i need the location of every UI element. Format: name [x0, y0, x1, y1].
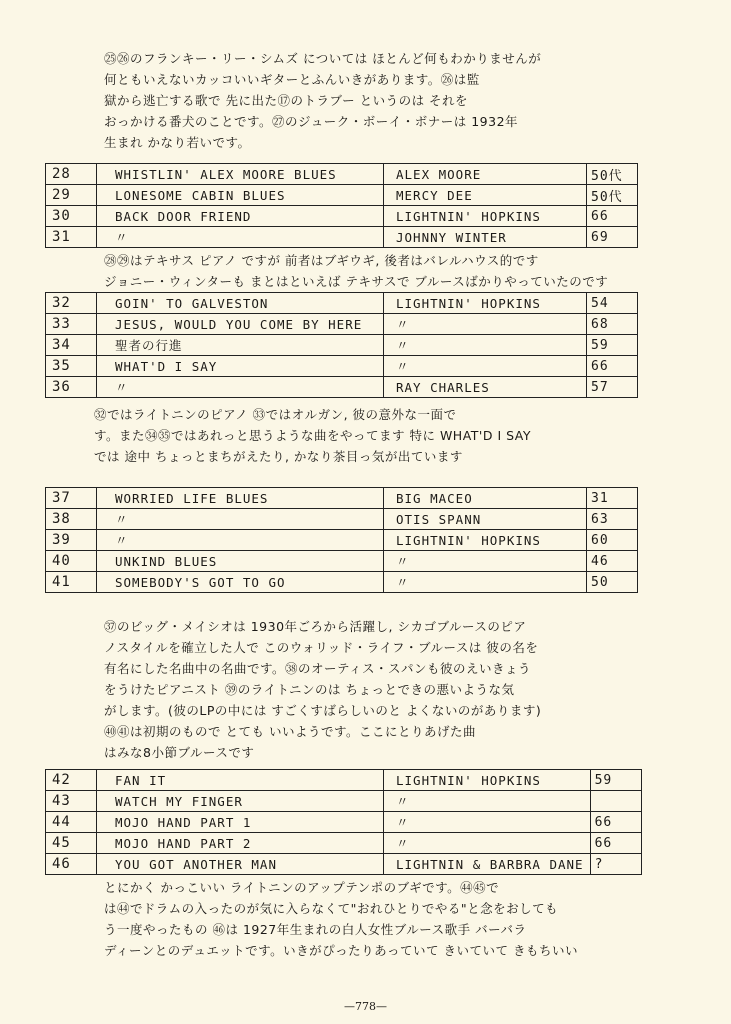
- song-row: [46, 572, 638, 593]
- artist-name: 〃: [384, 572, 587, 593]
- note-line: ジョニー・ウィンターも まとはといえば テキサスで ブルースばかりやっていたのです: [104, 274, 609, 289]
- artist-name: 〃: [384, 356, 587, 377]
- recording-year: 66: [587, 206, 638, 227]
- recording-year: 54: [587, 293, 638, 314]
- song-title: GOIN' TO GALVESTON: [97, 293, 384, 314]
- artist-name: LIGHTNIN & BARBRA DANE: [384, 854, 591, 875]
- track-number: 34: [46, 335, 97, 356]
- song-title: 〃: [97, 227, 384, 248]
- song-title: 〃: [97, 509, 384, 530]
- recording-year: 63: [587, 509, 638, 530]
- artist-name: BIG MACEO: [384, 488, 587, 509]
- song-title: SOMEBODY'S GOT TO GO: [97, 572, 384, 593]
- note-line: ㉘㉙はテキサス ピアノ ですが 前者はブギウギ, 後者はバレルハウス的です: [104, 253, 539, 268]
- track-number: 31: [46, 227, 97, 248]
- note-line: 生まれ かなり若いです。: [104, 135, 251, 150]
- note-line: では 途中 ちょっとまちがえたり, かなり茶目っ気が出ています: [94, 449, 463, 464]
- note-line: がします。(彼のLPの中には すごくすばらしいのと よくないのがあります): [104, 703, 542, 718]
- track-number: 42: [46, 770, 97, 791]
- artist-name: 〃: [384, 833, 591, 854]
- song-table-3: [45, 487, 638, 593]
- artist-name: 〃: [384, 335, 587, 356]
- recording-year: 68: [587, 314, 638, 335]
- song-row: [46, 833, 642, 854]
- song-row: [46, 335, 638, 356]
- note-line: とにかく かっこいい ライトニンのアップテンポのブギです。㊹㊺で: [104, 880, 500, 895]
- song-table-1: [45, 163, 638, 248]
- song-row: [46, 791, 642, 812]
- artist-name: 〃: [384, 791, 591, 812]
- track-number: 40: [46, 551, 97, 572]
- note-line: ディーンとのデュエットです。いきがぴったりあっていて きいていて きもちいい: [104, 943, 578, 958]
- song-title: WORRIED LIFE BLUES: [97, 488, 384, 509]
- recording-year: 69: [587, 227, 638, 248]
- note-line: ㉜ではライトニンのピアノ ㉝ではオルガン, 彼の意外な一面で: [94, 407, 457, 422]
- song-title: UNKIND BLUES: [97, 551, 384, 572]
- song-title: WHAT'D I SAY: [97, 356, 384, 377]
- song-title: WATCH MY FINGER: [97, 791, 384, 812]
- song-row: [46, 488, 638, 509]
- recording-year: 60: [587, 530, 638, 551]
- track-number: 41: [46, 572, 97, 593]
- note-paragraph-3: [94, 404, 694, 467]
- song-row: [46, 812, 642, 833]
- recording-year: ?: [590, 854, 641, 875]
- recording-year: 31: [587, 488, 638, 509]
- note-line: う一度やったもの ㊻は 1927年生まれの白人女性ブルース歌手 バーバラ: [104, 922, 527, 937]
- recording-year: 57: [587, 377, 638, 398]
- note-line: す。また㉞㉟ではあれっと思うような曲をやってます 特に WHAT'D I SAY: [94, 428, 532, 443]
- song-row: [46, 770, 642, 791]
- song-title: 聖者の行進: [97, 335, 384, 356]
- song-title: JESUS, WOULD YOU COME BY HERE: [97, 314, 384, 335]
- song-title: MOJO HAND PART 2: [97, 833, 384, 854]
- note-line: はみな8小節ブルースです: [104, 745, 255, 760]
- song-title: BACK DOOR FRIEND: [97, 206, 384, 227]
- song-table-2: [45, 292, 638, 398]
- recording-year: 50: [587, 572, 638, 593]
- track-number: 36: [46, 377, 97, 398]
- artist-name: JOHNNY WINTER: [384, 227, 587, 248]
- artist-name: LIGHTNIN' HOPKINS: [384, 293, 587, 314]
- note-line: 獄から逃亡する歌で 先に出た⑰のトラブー というのは それを: [104, 93, 469, 108]
- song-row: [46, 551, 638, 572]
- artist-name: LIGHTNIN' HOPKINS: [384, 770, 591, 791]
- artist-name: LIGHTNIN' HOPKINS: [384, 206, 587, 227]
- song-row: [46, 185, 638, 206]
- song-title: 〃: [97, 377, 384, 398]
- note-line: 有名にした名曲中の名曲です。㊳のオーティス・スパンも彼のえいきょう: [104, 661, 532, 676]
- track-number: 43: [46, 791, 97, 812]
- note-paragraph-2: [104, 250, 694, 292]
- note-paragraph-4: [104, 616, 694, 763]
- track-number: 29: [46, 185, 97, 206]
- song-row: [46, 206, 638, 227]
- song-row: [46, 509, 638, 530]
- song-title: 〃: [97, 530, 384, 551]
- artist-name: ALEX MOORE: [384, 164, 587, 185]
- recording-year: 66: [587, 356, 638, 377]
- page-number: —778—: [344, 1000, 387, 1013]
- song-title: FAN IT: [97, 770, 384, 791]
- note-paragraph-5: [104, 877, 694, 961]
- artist-name: 〃: [384, 812, 591, 833]
- artist-name: MERCY DEE: [384, 185, 587, 206]
- track-number: 45: [46, 833, 97, 854]
- song-row: [46, 227, 638, 248]
- track-number: 38: [46, 509, 97, 530]
- recording-year: [590, 791, 641, 812]
- recording-year: 59: [590, 770, 641, 791]
- song-title: MOJO HAND PART 1: [97, 812, 384, 833]
- note-line: ㊲のビッグ・メイシオは 1930年ごろから活躍し, シカゴブルースのピア: [104, 619, 527, 634]
- artist-name: LIGHTNIN' HOPKINS: [384, 530, 587, 551]
- song-title: LONESOME CABIN BLUES: [97, 185, 384, 206]
- song-row: [46, 314, 638, 335]
- song-table-4: [45, 769, 642, 875]
- track-number: 33: [46, 314, 97, 335]
- note-line: 何ともいえないカッコいいギターとふんいきがあります。㉖は監: [104, 72, 480, 87]
- track-number: 46: [46, 854, 97, 875]
- artist-name: RAY CHARLES: [384, 377, 587, 398]
- recording-year: 66: [590, 833, 641, 854]
- recording-year: 59: [587, 335, 638, 356]
- track-number: 39: [46, 530, 97, 551]
- song-row: [46, 854, 642, 875]
- track-number: 37: [46, 488, 97, 509]
- song-row: [46, 530, 638, 551]
- artist-name: OTIS SPANN: [384, 509, 587, 530]
- track-number: 44: [46, 812, 97, 833]
- song-row: [46, 164, 638, 185]
- artist-name: 〃: [384, 314, 587, 335]
- artist-name: 〃: [384, 551, 587, 572]
- recording-year: 50代: [587, 164, 638, 185]
- note-line: ㊵㊶は初期のもので とても いいようです。ここにとりあげた曲: [104, 724, 476, 739]
- note-line: をうけたピアニスト ㊴のライトニンのは ちょっとできの悪いような気: [104, 682, 515, 697]
- song-title: WHISTLIN' ALEX MOORE BLUES: [97, 164, 384, 185]
- recording-year: 46: [587, 551, 638, 572]
- track-number: 28: [46, 164, 97, 185]
- track-number: 32: [46, 293, 97, 314]
- recording-year: 66: [590, 812, 641, 833]
- note-paragraph-1: [104, 48, 694, 153]
- note-line: おっかける番犬のことです。㉗のジューク・ボーイ・ボナーは 1932年: [104, 114, 519, 129]
- song-title: YOU GOT ANOTHER MAN: [97, 854, 384, 875]
- track-number: 30: [46, 206, 97, 227]
- recording-year: 50代: [587, 185, 638, 206]
- song-row: [46, 356, 638, 377]
- note-line: ㉕㉖のフランキー・リー・シムズ については ほとんど何もわかりませんが: [104, 51, 542, 66]
- track-number: 35: [46, 356, 97, 377]
- note-line: ノスタイルを確立した人で このウォリッド・ライフ・ブルースは 彼の名を: [104, 640, 539, 655]
- song-row: [46, 377, 638, 398]
- song-row: [46, 293, 638, 314]
- note-line: は㊹でドラムの入ったのが気に入らなくて"おれひとりでやる"と念をおしても: [104, 901, 559, 916]
